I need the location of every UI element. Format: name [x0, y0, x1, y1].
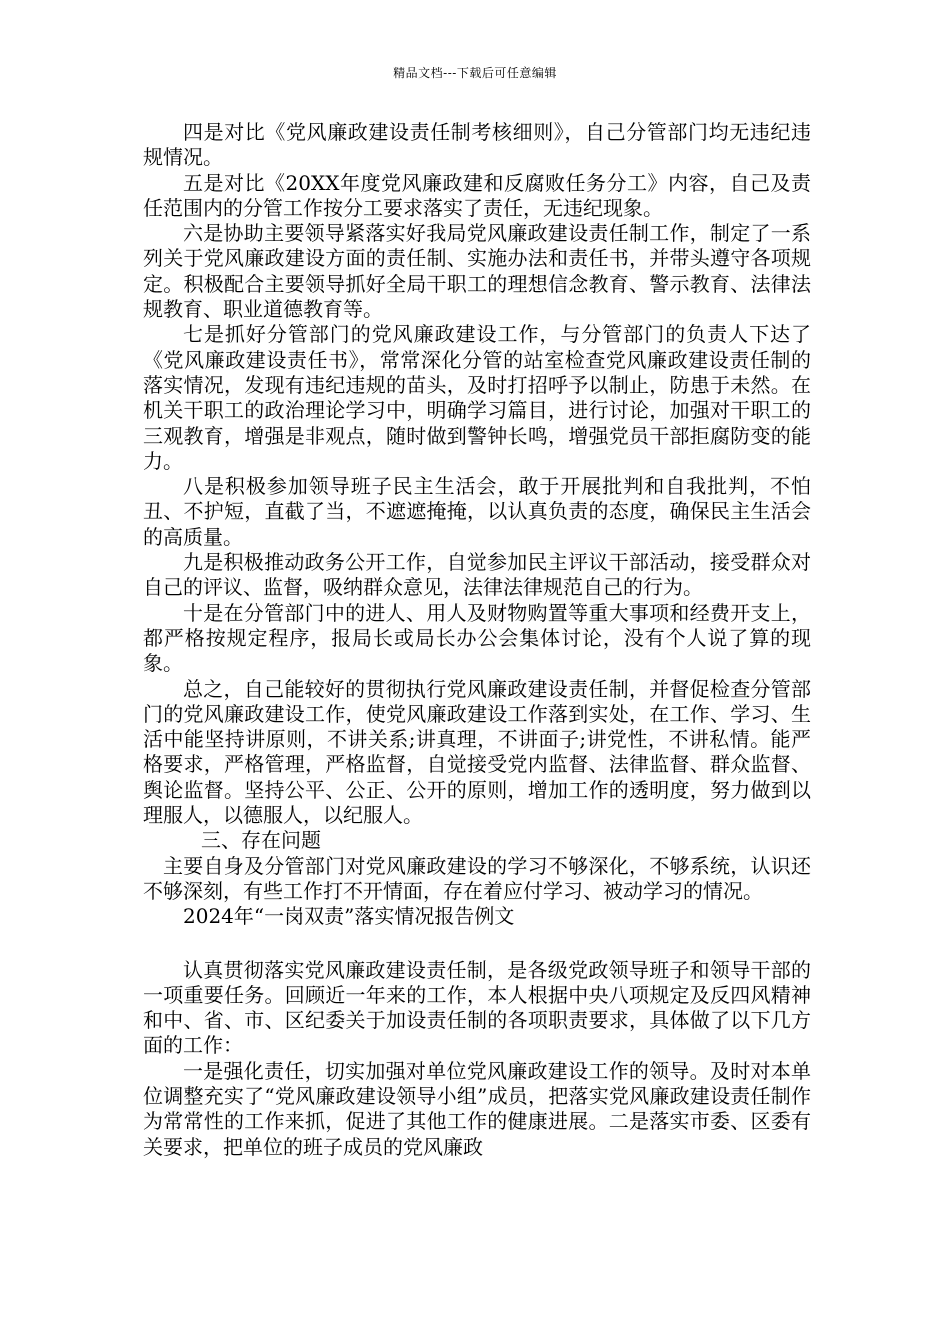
paragraph-item-1: 一是强化责任，切实加强对单位党风廉政建设工作的领导。及时对本单位调整充实了“党风廉政建设领导小组”成员，把落实党风廉政建设责任制作为常常性的工作来抓，促进了其他工作的健康进展。二是落实市委、区委有关要求，把单位的班子成员的党风廉政	[143, 1058, 811, 1159]
article-title: 2024年“一岗双责”落实情况报告例文	[183, 904, 515, 929]
page-header: 精品文档---下载后可任意编辑	[393, 66, 557, 80]
paragraph-problems: 主要自身及分管部门对党风廉政建设的学习不够深化，不够系统，认识还不够深刻，有些工作打不开情面，存在着应付学习、被动学习的情况。	[143, 853, 811, 903]
paragraph-intro: 认真贯彻落实党风廉政建设责任制，是各级党政领导班子和领导干部的一项重要任务。回顾近一年来的工作，本人根据中央八项规定及反四风精神和中、省、市、区纪委关于加设责任制的各项职责要求，具体做了以下几方面的工作：	[143, 957, 811, 1058]
paragraph-item-7: 七是抓好分管部门的党风廉政建设工作，与分管部门的负责人下达了《党风廉政建设责任书》，常常深化分管的站室检查党风廉政建设责任制的落实情况，发现有违纪违规的苗头，及时打招呼予以制止，防患于未然。在机关干职工的政治理论学习中，明确学习篇目，进行讨论，加强对干职工的三观教育，增强是非观点，随时做到警钟长鸣，增强党员干部拒腐防变的能力。	[143, 322, 811, 473]
paragraph-item-4: 四是对比《党风廉政建设责任制考核细则》，自己分管部门均无违纪违规情况。	[143, 120, 811, 170]
paragraph-item-5: 五是对比《20XX年度党风廉政建和反腐败任务分工》内容，自己及责任范围内的分管工作按分工要求落实了责任，无违纪现象。	[143, 170, 811, 220]
document-body	[143, 120, 811, 1160]
paragraph-item-8: 八是积极参加领导班子民主生活会，敢于开展批判和自我批判，不怕丑、不护短，直截了当，不遮遮掩掩，以认真负责的态度，确保民主生活会的高质量。	[143, 474, 811, 549]
paragraph-summary: 总之，自己能较好的贯彻执行党风廉政建设责任制，并督促检查分管部门的党风廉政建设工作，使党风廉政建设工作落到实处，在工作、学习、生活中能坚持讲原则，不讲关系;讲真理，不讲面子;讲党性，不讲私情。能严格要求，严格管理，严格监督，自觉接受党内监督、法律监督、群众监督、舆论监督。坚持公平、公正、公开的原则，增加工作的透明度，努力做到以理服人，以德服人，以纪服人。	[143, 676, 811, 828]
section-heading-problems: 三、存在问题	[201, 828, 321, 853]
paragraph-item-9: 九是积极推动政务公开工作，自觉参加民主评议干部活动，接受群众对自己的评议、监督，吸纳群众意见，法律法律规范自己的行为。	[143, 550, 811, 600]
paragraph-item-10: 十是在分管部门中的进人、用人及财物购置等重大事项和经费开支上，都严格按规定程序，报局长或局长办公会集体讨论，没有个人说了算的现象。	[143, 600, 811, 676]
paragraph-item-6: 六是协助主要领导紧落实好我局党风廉政建设责任制工作，制定了一系列关于党风廉政建设方面的责任制、实施办法和责任书，并带头遵守各项规定。积极配合主要领导抓好全局干职工的理想信念教育、警示教育、法律法规教育、职业道德教育等。	[143, 221, 811, 322]
blank-line	[143, 930, 811, 958]
